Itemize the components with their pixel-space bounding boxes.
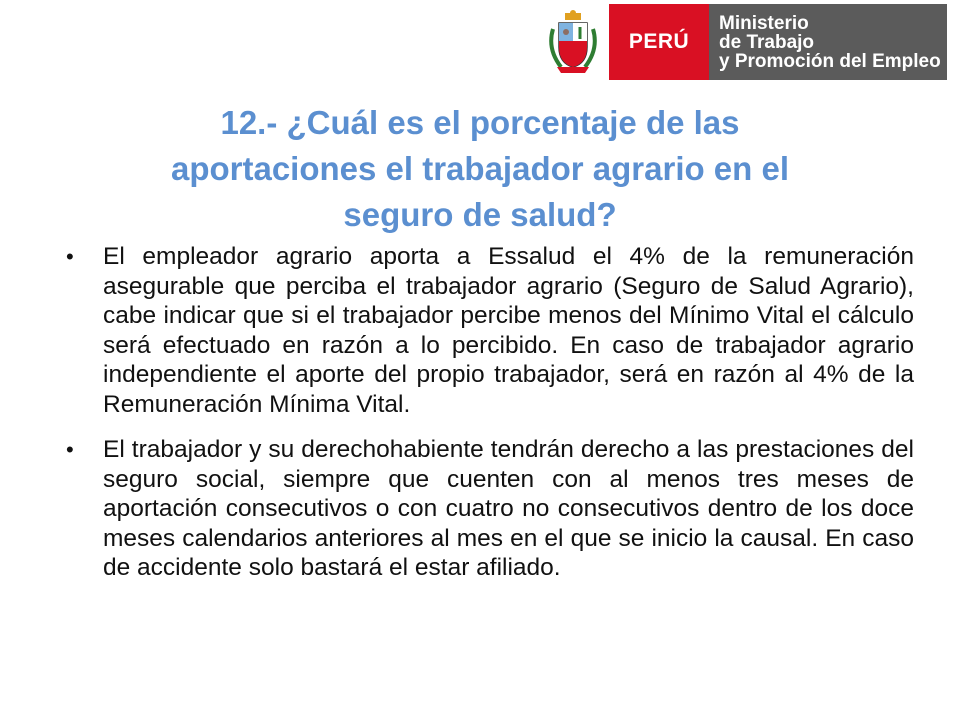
coat-of-arms-icon [537,4,609,80]
bullet-item [66,435,914,583]
country-badge: PERÚ [609,4,709,80]
bullet-dot-icon: • [66,244,74,269]
bullet-list [66,242,914,599]
bullet-text: El trabajador y su derechohabiente tendrán derecho a las prestaciones del seguro social, siempre que cuenten con al menos tres meses de aportación consecutivos o con cuatro no consecutivos dentro de los doce meses calendarios anteriores al mes en el que se inicio la causal. En caso de accidente solo bastará el estar afiliado. [103,436,914,581]
ministry-line: de Trabajo [719,31,815,53]
ministry-line: y Promoción del Empleo [719,50,941,72]
bullet-text: El empleador agrario aporta a Essalud el 4% de la remuneración asegurable que perciba el trabajador agrario (Seguro de Salud Agrario), cabe indicar que si el trabajador percibe menos del Mínimo Vital el cálculo será efectuado en razón a lo percibido. En caso de trabajador agrario independiente el aporte del propio trabajador, será en razón al 4% de la Remuneración Mínima Vital. [103,243,914,418]
ministry-name [709,4,947,80]
slide-title: 12.- ¿Cuál es el porcentaje de las aportaciones el trabajador agrario en el seguro de salud? [170,104,790,233]
bullet-dot-icon: • [66,437,74,462]
ministry-line: Ministerio [719,12,809,34]
ministry-logo [537,4,947,80]
bullet-item [66,242,914,419]
